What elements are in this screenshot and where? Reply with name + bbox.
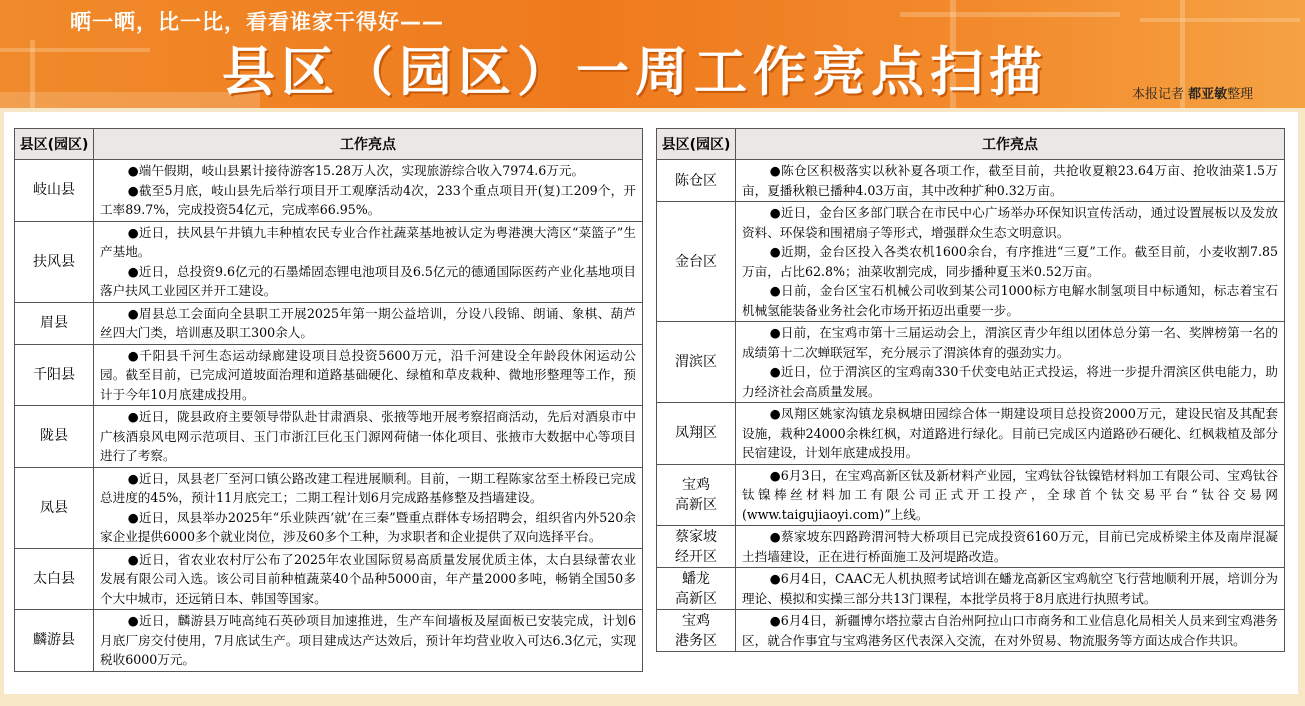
highlight-item: ●日前，在宝鸡市第十三届运动会上，渭滨区青少年组以团体总分第一名、奖牌榜第一名的成绩第十二次蝉联冠军，充分展示了渭滨体育的强劲实力。 <box>742 325 1278 360</box>
table-row <box>15 160 643 222</box>
highlight-cell <box>736 202 1285 322</box>
table-row <box>15 221 643 302</box>
district-name: 宝鸡 港务区 <box>657 610 736 652</box>
table-row <box>657 464 1285 526</box>
table-row <box>657 322 1285 403</box>
table-row <box>657 160 1285 202</box>
byline-prefix: 本报记者 <box>1132 87 1185 102</box>
highlight-item: ●近日，凤县举办2025年“乐业陕西‘就’在三秦”暨重点群体专场招聘会，组织省内外520余家企业提供6000多个就业岗位，涉及60多个工种，为求职者和企业提供了双向选择平台。 <box>100 509 636 544</box>
header-title: 县区（园区）一周工作亮点扫描 <box>222 42 1048 103</box>
highlight-item: ●近日，金台区多部门联合在市民中心广场举办环保知识宣传活动，通过设置展板以及发放资料、环保袋和围裙扇子等形式，增强群众生态文明意识。 <box>742 205 1278 240</box>
table-row <box>657 610 1285 652</box>
table-row <box>15 467 643 548</box>
content-sheet <box>4 112 1298 694</box>
highlight-item: ●6月3日，在宝鸡高新区钛及新材料产业园，宝鸡钛谷钛镍锆材料加工有限公司、宝鸡钛谷钛镍棒丝材料加工有限公司正式开工投产，全球首个钛交易平台“钛谷交易网(www.taigujiaoyi.com)”上线。 <box>742 467 1278 522</box>
highlight-item: ●千阳县千河生态运动绿廊建设项目总投资5600万元，沿千河建设全年龄段休闲运动公园。截至目前，已完成河道坡面治理和道路基础硬化、绿植和草皮栽种、微地形整理等工作，预计于今年10月底建成投用。 <box>100 347 636 402</box>
district-name: 凤县 <box>15 467 94 548</box>
highlight-cell <box>736 403 1285 465</box>
district-name: 宝鸡 高新区 <box>657 464 736 526</box>
table-row <box>15 344 643 406</box>
table-row <box>657 568 1285 610</box>
highlight-cell <box>94 160 643 222</box>
highlight-cell <box>94 467 643 548</box>
table-row <box>15 302 643 344</box>
byline <box>1132 83 1253 102</box>
district-name: 陈仓区 <box>657 160 736 202</box>
highlight-cell <box>94 344 643 406</box>
highlight-item: ●日前，金台区宝石机械公司收到某公司1000标方电解水制氢项目中标通知，标志着宝石机械氢能装备业务社会化市场开拓迈出重要一步。 <box>742 283 1278 318</box>
district-name: 蔡家坡 经开区 <box>657 526 736 568</box>
highlight-cell <box>736 526 1285 568</box>
table-row <box>15 406 643 468</box>
byline-author: 都亚敏 <box>1188 87 1228 102</box>
highlight-item: ●蔡家坡东四路跨渭河特大桥项目已完成投资6160万元，目前已完成桥梁主体及南岸混凝土挡墙建设，正在进行桥面施工及河堤路改造。 <box>742 529 1278 564</box>
highlight-item: ●近期，金台区投入各类农机1600余台，有序推进“三夏”工作。截至目前，小麦收割7.85万亩，占比62.8%；油菜收割完成，同步播种夏玉米0.52万亩。 <box>742 244 1278 279</box>
table-row <box>15 548 643 610</box>
right-table <box>656 128 1285 652</box>
district-name: 岐山县 <box>15 160 94 222</box>
highlight-item: ●截至5月底，岐山县先后举行项目开工观摩活动4次，233个重点项目开(复)工209个，开工率89.7%，完成投资54亿元，完成率66.95%。 <box>100 182 636 217</box>
highlight-item: ●6月4日，CAAC无人机执照考试培训在蟠龙高新区宝鸡航空飞行营地顺利开展，培训分为理论、模拟和实操三部分共13门课程，本批学员将于8月底进行执照考试。 <box>742 571 1278 606</box>
left-table <box>14 128 643 672</box>
table-row <box>15 610 643 672</box>
header-subtitle: 晒一晒，比一比，看看谁家干得好—— <box>70 10 444 34</box>
table-row <box>657 202 1285 322</box>
district-name: 千阳县 <box>15 344 94 406</box>
highlight-cell <box>736 568 1285 610</box>
highlight-cell <box>94 406 643 468</box>
highlight-cell <box>736 610 1285 652</box>
highlight-item: ●6月4日，新疆博尔塔拉蒙古自治州阿拉山口市商务和工业信息化局相关人员来到宝鸡港务区，就合作事宜与宝鸡港务区代表深入交流，在对外贸易、物流服务等方面达成合作共识。 <box>742 613 1278 648</box>
highlight-cell <box>736 160 1285 202</box>
highlight-item: ●近日，扶风县午井镇九丰种植农民专业合作社蔬菜基地被认定为粤港澳大湾区“菜篮子”生产基地。 <box>100 224 636 259</box>
district-name: 金台区 <box>657 202 736 322</box>
highlight-item: ●凤翔区姚家沟镇龙泉枫塘田园综合体一期建设项目总投资2000万元，建设民宿及其配套设施，栽种24000余株红枫，对道路进行绿化。目前已完成区内道路砂石硬化、红枫栽植及部分民宿建设，计划年底建成投用。 <box>742 406 1278 460</box>
highlight-item: ●近日，总投资9.6亿元的石墨烯固态锂电池项目及6.5亿元的德通国际医药产业化基地项目落户扶风工业园区并开工建设。 <box>100 263 636 298</box>
highlight-cell <box>94 221 643 302</box>
district-name: 麟游县 <box>15 610 94 672</box>
district-name: 渭滨区 <box>657 322 736 403</box>
district-name: 扶风县 <box>15 221 94 302</box>
table-row <box>657 526 1285 568</box>
highlight-item: ●端午假期，岐山县累计接待游客15.28万人次，实现旅游综合收入7974.6万元。 <box>127 163 585 178</box>
district-name: 蟠龙 高新区 <box>657 568 736 610</box>
highlight-cell <box>736 322 1285 403</box>
highlight-cell <box>736 464 1285 526</box>
highlight-item: ●眉县总工会面向全县职工开展2025年第一期公益培训，分设八段锦、朗诵、象棋、葫芦丝四大门类，培训惠及职工300余人。 <box>100 305 636 340</box>
highlight-item: ●近日，位于渭滨区的宝鸡南330千伏变电站正式投运，将进一步提升渭滨区供电能力，助力经济社会高质量发展。 <box>742 364 1278 399</box>
byline-suffix: 整理 <box>1227 87 1254 102</box>
highlight-item: ●近日，麟游县万吨高纯石英砂项目加速推进，生产车间墙板及屋面板已安装完成，计划6月底厂房交付使用，7月底试生产。项目建成达产达效后，预计年均营业收入可达6.3亿元，实现税收6000万元。 <box>100 613 636 667</box>
header-banner <box>0 0 1305 108</box>
column-header-district: 县区(园区) <box>15 129 94 160</box>
district-name: 太白县 <box>15 548 94 610</box>
highlight-item: ●近日，省农业农村厅公布了2025年农业国际贸易高质量发展优质主体，太白县绿蕾农业发展有限公司入选。该公司目前种植蔬菜40个品种5000亩，年产量2000多吨，畅销全国50多个大中城市，还远销日本、韩国等国家。 <box>100 551 636 606</box>
highlight-cell <box>94 302 643 344</box>
district-name: 凤翔区 <box>657 403 736 465</box>
column-header-highlights: 工作亮点 <box>94 129 643 160</box>
highlight-item: ●陈仓区积极落实以秋补夏各项工作，截至目前，共抢收夏粮23.64万亩、抢收油菜1.5万亩，夏播秋粮已播种4.03万亩，其中改种扩种0.32万亩。 <box>742 163 1278 198</box>
column-header-district: 县区(园区) <box>657 129 736 160</box>
district-name: 陇县 <box>15 406 94 468</box>
highlight-cell <box>94 548 643 610</box>
column-header-highlights: 工作亮点 <box>736 129 1285 160</box>
table-row <box>657 403 1285 465</box>
highlight-item: ●近日，陇县政府主要领导带队赴甘肃酒泉、张掖等地开展考察招商活动，先后对酒泉市中广核酒泉风电网示范项目、玉门市浙江巨化玉门源网荷储一体化项目、张掖市大数据中心等项目进行了考察。 <box>100 409 636 463</box>
district-name: 眉县 <box>15 302 94 344</box>
highlight-item: ●近日，凤县老厂至河口镇公路改建工程进展顺利。目前，一期工程陈家岔至土桥段已完成总进度的45%，预计11月底完工；二期工程计划6月完成路基修整及挡墙建设。 <box>100 470 636 505</box>
highlight-cell <box>94 610 643 672</box>
